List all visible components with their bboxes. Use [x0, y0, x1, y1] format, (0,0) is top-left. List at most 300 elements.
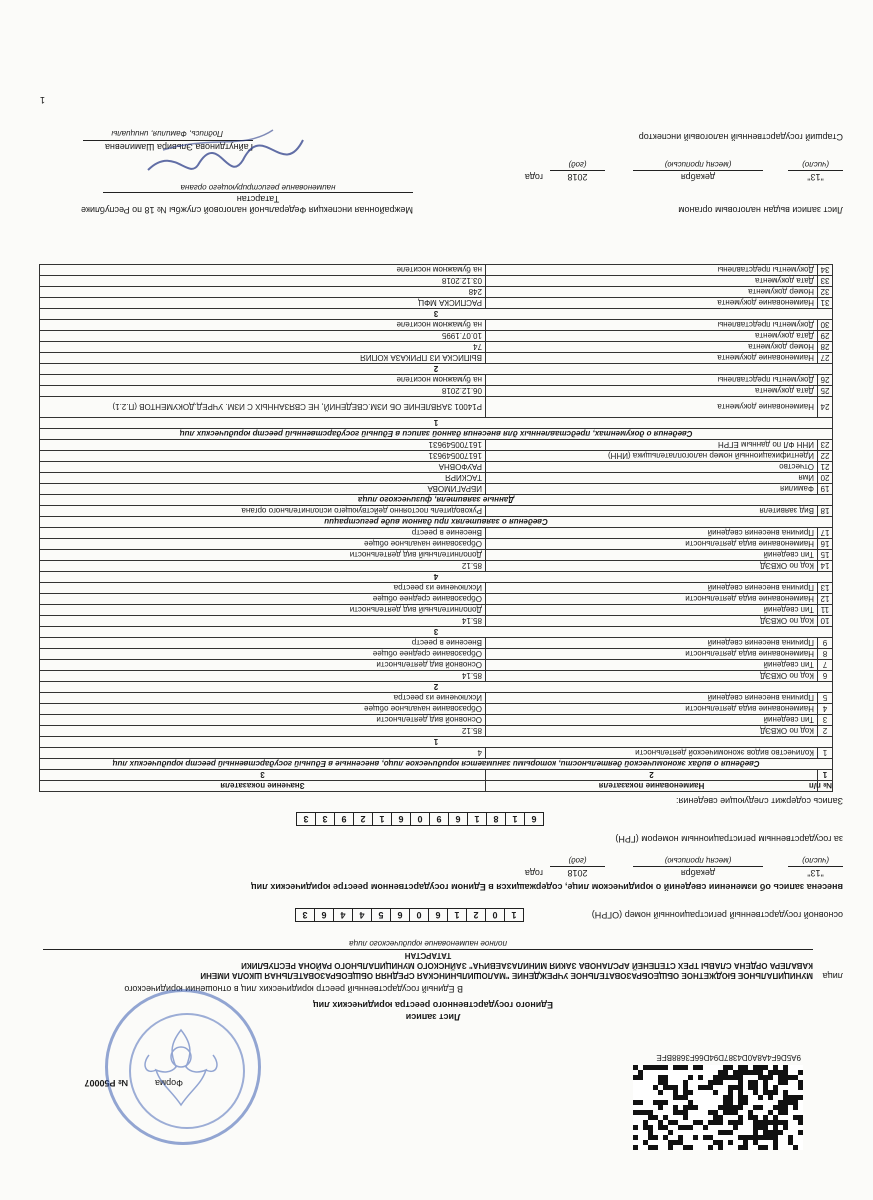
barcode-module — [638, 1070, 643, 1075]
table-row — [40, 616, 833, 627]
org-name-3: ТАТАРСТАН — [43, 949, 813, 960]
grn-digit-box: 0 — [410, 812, 430, 826]
row-value: 161700549631 — [40, 451, 486, 462]
row-label: Тип сведений — [486, 550, 818, 561]
barcode-module — [673, 1095, 678, 1100]
row-label: Код по ОКВЭД — [486, 671, 818, 682]
barcode-module — [738, 1065, 743, 1070]
barcode-module — [708, 1135, 713, 1140]
row-number: 12 — [818, 594, 833, 605]
table-row — [40, 265, 833, 276]
barcode-module — [798, 1080, 803, 1085]
row-value: 248 — [40, 287, 486, 298]
table-row — [40, 715, 833, 726]
barcode-module — [648, 1145, 653, 1150]
ogrn-digit-box: 4 — [333, 908, 353, 922]
ogrn-digit-boxes — [295, 908, 523, 922]
row-number: 26 — [818, 375, 833, 386]
issue-date-year: 2018 — [550, 170, 605, 182]
barcode-module — [763, 1065, 768, 1070]
subsection-row — [40, 495, 833, 506]
row-value: Образование среднее общее — [40, 594, 486, 605]
row-label: Наименование вида деятельности — [486, 594, 818, 605]
subsection-row — [40, 627, 833, 638]
row-number: 5 — [818, 693, 833, 704]
barcode-module — [783, 1080, 788, 1085]
barcode-module — [663, 1125, 668, 1130]
table-row — [40, 748, 833, 759]
barcode-module — [788, 1095, 793, 1100]
barcode-module — [683, 1090, 688, 1095]
barcode-module — [748, 1135, 753, 1140]
subsection-row — [40, 418, 833, 429]
table-row — [40, 462, 833, 473]
barcode-module — [743, 1140, 748, 1145]
barcode-module — [728, 1090, 733, 1095]
barcode-module — [683, 1085, 688, 1090]
row-value: 85.12 — [40, 561, 486, 572]
entry-text: внесена запись об изменении сведений о юридическом лице, содержащихся в Едином государственном реестре юридических лиц — [251, 882, 843, 892]
ogrn-digit-box: 3 — [295, 908, 315, 922]
barcode-module — [793, 1100, 798, 1105]
barcode-module — [683, 1115, 688, 1120]
section-title: Сведения о заявителях при данном виде регистрации — [40, 517, 833, 528]
barcode-module — [798, 1095, 803, 1100]
entry-date-year-word: года — [524, 868, 543, 878]
barcode-module — [753, 1070, 758, 1075]
barcode-module — [783, 1100, 788, 1105]
row-value: на бумажном носителе — [40, 320, 486, 331]
barcode-module — [793, 1115, 798, 1120]
row-number: 4 — [818, 704, 833, 715]
barcode-module — [678, 1125, 683, 1130]
barcode-module — [723, 1130, 728, 1135]
barcode-module — [758, 1095, 763, 1100]
issue-date-day: "13" — [788, 170, 843, 182]
barcode-module — [738, 1070, 743, 1075]
barcode-module — [778, 1105, 783, 1110]
table-row — [40, 342, 833, 353]
row-value: ИБРАГИМОВА — [40, 484, 486, 495]
row-number: 8 — [818, 649, 833, 660]
issue-cap-year: (год) — [568, 160, 587, 169]
signer-name: Гайнутдинова Эльвира Шамилевна — [83, 140, 253, 152]
row-number: 25 — [818, 386, 833, 397]
table-row — [40, 353, 833, 364]
barcode-module — [788, 1140, 793, 1145]
ogrn-digit-box: 1 — [447, 908, 467, 922]
table-row — [40, 506, 833, 517]
row-value: 74 — [40, 342, 486, 353]
barcode-module — [798, 1120, 803, 1125]
authority-line2: Татарстан — [103, 192, 413, 204]
barcode-module — [758, 1065, 763, 1070]
subsection-title: 2 — [40, 364, 833, 375]
barcode-module — [673, 1065, 678, 1070]
barcode-module — [763, 1130, 768, 1135]
table-row — [40, 397, 833, 418]
row-value: Дополнительный вид деятельности — [40, 605, 486, 616]
barcode-module — [718, 1145, 723, 1150]
row-value: Образование начальное общее — [40, 539, 486, 550]
barcode-module — [793, 1095, 798, 1100]
barcode-module — [768, 1095, 773, 1100]
seal-emblem — [101, 985, 261, 1145]
row-number: 34 — [818, 265, 833, 276]
subsection-row — [40, 309, 833, 320]
barcode-module — [658, 1100, 663, 1105]
barcode-module — [683, 1110, 688, 1115]
ogrn-digit-box: 1 — [504, 908, 524, 922]
barcode-module — [633, 1135, 638, 1140]
barcode-module — [633, 1100, 638, 1105]
row-value: на бумажном носителе — [40, 265, 486, 276]
row-label: Тип сведений — [486, 660, 818, 671]
barcode-module — [773, 1120, 778, 1125]
barcode-module — [723, 1065, 728, 1070]
barcode-module — [723, 1095, 728, 1100]
barcode-module — [643, 1140, 648, 1145]
table-row — [40, 671, 833, 682]
barcode-module — [658, 1080, 663, 1085]
col-index-2: 2 — [486, 770, 818, 781]
row-label: Наименование вида деятельности — [486, 649, 818, 660]
row-number: 29 — [818, 331, 833, 342]
row-label: Номер документа — [486, 287, 818, 298]
barcode-module — [728, 1065, 733, 1070]
barcode-module — [758, 1070, 763, 1075]
row-value: 4 — [40, 748, 486, 759]
barcode-module — [758, 1125, 763, 1130]
barcode-module — [748, 1110, 753, 1115]
row-value: Основной вид деятельности — [40, 660, 486, 671]
barcode-module — [798, 1085, 803, 1090]
barcode-module — [768, 1090, 773, 1095]
grn-digit-box: 8 — [486, 812, 506, 826]
org-name-2: КАВАЛЕРА ОРДЕНА СЛАВЫ ТРЕХ СТЕПЕНЕЙ АРСЛАНОВА ЗАКИЯ МИНИЛАЗАЕВИЧА" ЗАЙНСКОГО МУНИЦИПАЛЬНОГО РАЙОНА РЕСПУБЛИКИ — [241, 961, 813, 970]
barcode-module — [708, 1085, 713, 1090]
barcode-module — [698, 1085, 703, 1090]
section-header-row — [40, 759, 833, 770]
barcode-module — [633, 1125, 638, 1130]
entry-cap-month: (месяц прописью) — [664, 856, 732, 865]
barcode-module — [753, 1125, 758, 1130]
barcode-module — [763, 1080, 768, 1085]
barcode-module — [783, 1105, 788, 1110]
table-row — [40, 649, 833, 660]
row-value: 85.12 — [40, 726, 486, 737]
row-label: Вид заявителя — [486, 506, 818, 517]
entry-date-year: 2018 — [550, 866, 605, 878]
row-value: Внесение в реестр — [40, 528, 486, 539]
row-number: 1 — [818, 748, 833, 759]
barcode-module — [768, 1135, 773, 1140]
barcode-module — [758, 1105, 763, 1110]
records-table-wrap — [39, 264, 833, 792]
table-row — [40, 451, 833, 462]
table-row — [40, 605, 833, 616]
barcode-module — [723, 1105, 728, 1110]
col-num-header: № п/п — [808, 781, 832, 791]
barcode-module — [763, 1090, 768, 1095]
barcode — [633, 1065, 803, 1150]
barcode-module — [663, 1100, 668, 1105]
row-label: Документы представлены — [486, 265, 818, 276]
barcode-module — [718, 1080, 723, 1085]
row-number: 13 — [818, 583, 833, 594]
barcode-module — [733, 1085, 738, 1090]
grn-digit-box: 1 — [467, 812, 487, 826]
barcode-module — [763, 1125, 768, 1130]
barcode-module — [668, 1130, 673, 1135]
row-label: Причина внесения сведений — [486, 528, 818, 539]
row-value: Основной вид деятельности — [40, 715, 486, 726]
grn-digit-box: 2 — [353, 812, 373, 826]
row-number: 21 — [818, 462, 833, 473]
ogrn-digit-box: 0 — [485, 908, 505, 922]
row-label: Тип сведений — [486, 715, 818, 726]
barcode-module — [638, 1075, 643, 1080]
barcode-module — [683, 1125, 688, 1130]
barcode-module — [773, 1135, 778, 1140]
row-label: Наименование документа — [486, 353, 818, 364]
barcode-module — [693, 1065, 698, 1070]
barcode-module — [723, 1075, 728, 1080]
barcode-module — [793, 1075, 798, 1080]
barcode-module — [738, 1115, 743, 1120]
barcode-module — [773, 1115, 778, 1120]
title-line2: Единого государственного реестра юридических лиц — [313, 1000, 553, 1010]
barcode-module — [778, 1070, 783, 1075]
barcode-module — [743, 1065, 748, 1070]
row-number: 3 — [818, 715, 833, 726]
row-label: Идентификационный номер налогоплательщика (ИНН) — [486, 451, 818, 462]
barcode-module — [728, 1095, 733, 1100]
barcode-module — [778, 1130, 783, 1135]
barcode-module — [753, 1105, 758, 1110]
form-number: № Р50007 — [84, 1078, 128, 1088]
row-label: Фамилия — [486, 484, 818, 495]
barcode-module — [658, 1075, 663, 1080]
barcode-module — [713, 1075, 718, 1080]
barcode-module — [733, 1075, 738, 1080]
barcode-module — [748, 1080, 753, 1085]
barcode-module — [703, 1125, 708, 1130]
barcode-module — [748, 1115, 753, 1120]
row-label: Тип сведений — [486, 605, 818, 616]
subsection-row — [40, 364, 833, 375]
row-value: РАУФОВНА — [40, 462, 486, 473]
table-row — [40, 386, 833, 397]
barcode-module — [668, 1140, 673, 1145]
barcode-module — [778, 1100, 783, 1105]
row-number: 17 — [818, 528, 833, 539]
barcode-module — [723, 1070, 728, 1075]
barcode-module — [798, 1070, 803, 1075]
table-row — [40, 375, 833, 386]
barcode-module — [663, 1080, 668, 1085]
row-label: Документы представлены — [486, 320, 818, 331]
barcode-module — [733, 1125, 738, 1130]
row-number: 24 — [818, 397, 833, 418]
row-number: 19 — [818, 484, 833, 495]
table-row — [40, 561, 833, 572]
barcode-module — [763, 1085, 768, 1090]
barcode-module — [783, 1120, 788, 1125]
barcode-module — [768, 1120, 773, 1125]
subsection-title: 2 — [40, 682, 833, 693]
row-number: 10 — [818, 616, 833, 627]
table-row — [40, 331, 833, 342]
barcode-module — [663, 1085, 668, 1090]
barcode-module — [768, 1070, 773, 1075]
barcode-module — [753, 1080, 758, 1085]
row-label: Наименование документа — [486, 397, 818, 418]
barcode-module — [738, 1100, 743, 1105]
barcode-module — [678, 1110, 683, 1115]
barcode-module — [778, 1120, 783, 1125]
row-label: Имя — [486, 473, 818, 484]
table-row — [40, 583, 833, 594]
barcode-module — [738, 1105, 743, 1110]
barcode-module — [728, 1110, 733, 1115]
barcode-module — [693, 1120, 698, 1125]
barcode-module — [713, 1080, 718, 1085]
barcode-module — [708, 1145, 713, 1150]
barcode-module — [758, 1120, 763, 1125]
barcode-module — [763, 1145, 768, 1150]
signer-caption: Подпись, Фамилия, инициалы — [111, 129, 223, 138]
row-label: Количество видов экономической деятельности — [486, 748, 818, 759]
barcode-module — [648, 1110, 653, 1115]
barcode-module — [718, 1115, 723, 1120]
table-row — [40, 473, 833, 484]
entry-date-day: "13" — [788, 866, 843, 878]
barcode-module — [788, 1075, 793, 1080]
barcode-module — [633, 1065, 638, 1070]
barcode-module — [663, 1115, 668, 1120]
row-label: Причина внесения сведений — [486, 638, 818, 649]
barcode-module — [743, 1135, 748, 1140]
barcode-module — [698, 1075, 703, 1080]
row-number: 7 — [818, 660, 833, 671]
row-number: 23 — [818, 440, 833, 451]
row-number: 30 — [818, 320, 833, 331]
grn-digit-box: 3 — [315, 812, 335, 826]
intro-line1: В Единый государственный реестр юридических лиц в отношении юридического — [124, 984, 463, 994]
grn-digit-box: 6 — [524, 812, 544, 826]
ogrn-digit-box: 6 — [314, 908, 334, 922]
row-label: Причина внесения сведений — [486, 693, 818, 704]
grn-digit-boxes — [296, 812, 543, 826]
row-value: РАСПИСКА МФЦ — [40, 298, 486, 309]
barcode-module — [728, 1120, 733, 1125]
barcode-module — [793, 1145, 798, 1150]
row-label: Код по ОКВЭД — [486, 561, 818, 572]
barcode-module — [753, 1130, 758, 1135]
barcode-module — [688, 1100, 693, 1105]
barcode-module — [773, 1085, 778, 1090]
table-row — [40, 594, 833, 605]
barcode-module — [773, 1090, 778, 1095]
barcode-module — [718, 1140, 723, 1145]
barcode-module — [648, 1115, 653, 1120]
barcode-module — [718, 1075, 723, 1080]
row-value: 85.14 — [40, 616, 486, 627]
row-value: 03.12.2018 — [40, 276, 486, 287]
barcode-module — [678, 1135, 683, 1140]
issued-by-label: Лист записи выдан налоговым органом — [678, 205, 843, 215]
section-header-row — [40, 517, 833, 528]
row-value: 85.14 — [40, 671, 486, 682]
barcode-module — [743, 1100, 748, 1105]
row-value: Внесение в реестр — [40, 638, 486, 649]
table-row — [40, 287, 833, 298]
row-value: Руководитель постоянно действующего исполнительного органа — [40, 506, 486, 517]
barcode-module — [633, 1075, 638, 1080]
barcode-module — [683, 1080, 688, 1085]
barcode-module — [763, 1075, 768, 1080]
barcode-module — [783, 1125, 788, 1130]
issue-date-year-word: года — [524, 172, 543, 182]
table-row — [40, 484, 833, 495]
grn-digit-box: 9 — [429, 812, 449, 826]
barcode-module — [773, 1145, 778, 1150]
grn-digit-box: 1 — [372, 812, 392, 826]
row-number: 6 — [818, 671, 833, 682]
barcode-module — [698, 1065, 703, 1070]
barcode-module — [663, 1065, 668, 1070]
row-value: Исключение из реестра — [40, 583, 486, 594]
barcode-module — [773, 1125, 778, 1130]
barcode-module — [713, 1090, 718, 1095]
barcode-module — [783, 1070, 788, 1075]
barcode-module — [643, 1065, 648, 1070]
row-label: ИНН ФЛ по данным ЕГРН — [486, 440, 818, 451]
authority-caption: наименование регистрирующего органа — [180, 183, 336, 192]
barcode-module — [738, 1080, 743, 1085]
subsection-title: 1 — [40, 737, 833, 748]
issue-cap-month: (месяц прописью) — [664, 160, 732, 169]
table-row — [40, 693, 833, 704]
barcode-module — [738, 1145, 743, 1150]
barcode-module — [768, 1075, 773, 1080]
row-value: 06.12.2018 — [40, 386, 486, 397]
barcode-module — [733, 1070, 738, 1075]
records-table — [39, 264, 833, 792]
barcode-module — [658, 1120, 663, 1125]
col-name-header: Наименование показателя — [486, 781, 818, 792]
row-number: 15 — [818, 550, 833, 561]
row-label: Наименование вида деятельности — [486, 704, 818, 715]
row-number: 28 — [818, 342, 833, 353]
entry-cap-day: (число) — [802, 856, 829, 865]
barcode-module — [778, 1075, 783, 1080]
barcode-module — [653, 1145, 658, 1150]
barcode-module — [658, 1125, 663, 1130]
row-number: 11 — [818, 605, 833, 616]
barcode-module — [753, 1090, 758, 1095]
barcode-module — [688, 1125, 693, 1130]
barcode-module — [673, 1140, 678, 1145]
row-label: Наименование вида деятельности — [486, 539, 818, 550]
barcode-module — [643, 1125, 648, 1130]
barcode-module — [728, 1130, 733, 1135]
barcode-module — [728, 1085, 733, 1090]
ogrn-digit-box: 2 — [466, 908, 486, 922]
entry-date-month: декабря — [633, 866, 763, 878]
row-number: 20 — [818, 473, 833, 484]
